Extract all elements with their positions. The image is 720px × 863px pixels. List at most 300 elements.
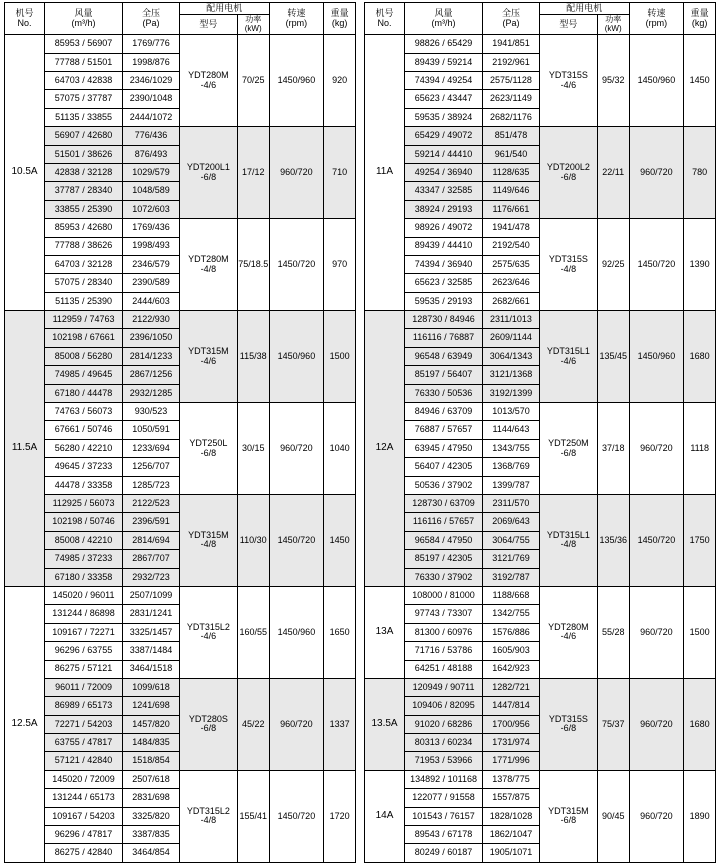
airflow-cell: 50536 / 37902 — [405, 476, 483, 494]
motor-type-cell: YDT280M -4/6 — [539, 586, 597, 678]
motor-power-cell: 115/38 — [237, 311, 269, 403]
airflow-cell: 97743 / 73307 — [405, 605, 483, 623]
table-row — [5, 35, 356, 53]
pressure-cell: 2814/1233 — [123, 347, 180, 365]
airflow-cell: 134892 / 101168 — [405, 770, 483, 788]
speed-cell: 1450/720 — [269, 219, 324, 311]
pressure-cell: 3325/820 — [123, 807, 180, 825]
airflow-cell: 43347 / 32585 — [405, 182, 483, 200]
header-weight: 重量 (kg) — [684, 3, 716, 35]
table-row — [5, 586, 356, 604]
airflow-cell: 81300 / 60976 — [405, 623, 483, 641]
weight-cell: 1680 — [684, 678, 716, 770]
airflow-cell: 86275 / 57121 — [45, 660, 123, 678]
airflow-cell: 42838 / 32128 — [45, 163, 123, 181]
airflow-cell: 96548 / 63949 — [405, 347, 483, 365]
pressure-cell: 1769/776 — [123, 35, 180, 53]
airflow-cell: 74763 / 56073 — [45, 403, 123, 421]
pressure-cell: 2311/1013 — [483, 311, 540, 329]
airflow-cell: 86989 / 65173 — [45, 697, 123, 715]
motor-type-cell: YDT315S -6/8 — [539, 678, 597, 770]
airflow-cell: 37787 / 28340 — [45, 182, 123, 200]
weight-cell: 1500 — [684, 586, 716, 678]
airflow-cell: 89543 / 67178 — [405, 826, 483, 844]
speed-cell: 1450/960 — [269, 311, 324, 403]
speed-cell: 1450/720 — [269, 770, 324, 862]
pressure-cell: 1998/876 — [123, 53, 180, 71]
speed-cell: 1450/720 — [269, 494, 324, 586]
weight-cell: 970 — [324, 219, 356, 311]
speed-cell: 960/720 — [629, 127, 684, 219]
pressure-cell: 3464/1518 — [123, 660, 180, 678]
motor-power-cell: 92/25 — [597, 219, 629, 311]
pressure-cell: 2122/523 — [123, 494, 180, 512]
table-row — [365, 494, 716, 512]
pressure-cell: 2507/1099 — [123, 586, 180, 604]
pressure-cell: 2069/643 — [483, 513, 540, 531]
airflow-cell: 128730 / 63709 — [405, 494, 483, 512]
pressure-cell: 1399/787 — [483, 476, 540, 494]
pressure-cell: 1771/996 — [483, 752, 540, 770]
motor-power-cell: 90/45 — [597, 770, 629, 862]
weight-cell: 1890 — [684, 770, 716, 862]
pressure-cell: 1998/493 — [123, 237, 180, 255]
pressure-cell: 2814/694 — [123, 531, 180, 549]
airflow-cell: 64251 / 48188 — [405, 660, 483, 678]
weight-cell: 1750 — [684, 494, 716, 586]
pressure-cell: 2390/589 — [123, 274, 180, 292]
header-motor: 配用电机 — [179, 3, 269, 15]
airflow-cell: 77788 / 51501 — [45, 53, 123, 71]
motor-power-cell: 135/45 — [597, 311, 629, 403]
airflow-cell: 67661 / 50746 — [45, 421, 123, 439]
airflow-cell: 85953 / 42680 — [45, 219, 123, 237]
airflow-cell: 49254 / 36940 — [405, 163, 483, 181]
airflow-cell: 145020 / 72009 — [45, 770, 123, 788]
motor-power-cell: 70/25 — [237, 35, 269, 127]
airflow-cell: 86275 / 42840 — [45, 844, 123, 862]
airflow-cell: 64703 / 32128 — [45, 255, 123, 273]
left-spec-table — [4, 2, 356, 863]
airflow-cell: 89439 / 44410 — [405, 237, 483, 255]
pressure-cell: 2575/635 — [483, 255, 540, 273]
pressure-cell: 1013/570 — [483, 403, 540, 421]
airflow-cell: 96584 / 47950 — [405, 531, 483, 549]
table-row — [365, 311, 716, 329]
airflow-cell: 120949 / 90711 — [405, 678, 483, 696]
airflow-cell: 49645 / 37233 — [45, 458, 123, 476]
pressure-cell: 1642/923 — [483, 660, 540, 678]
pressure-cell: 3464/854 — [123, 844, 180, 862]
airflow-cell: 102198 / 50746 — [45, 513, 123, 531]
weight-cell: 1720 — [324, 770, 356, 862]
weight-cell: 1650 — [324, 586, 356, 678]
airflow-cell: 65429 / 49072 — [405, 127, 483, 145]
header-model: 机号 No. — [365, 3, 405, 35]
pressure-cell: 2192/961 — [483, 53, 540, 71]
weight-cell: 1337 — [324, 678, 356, 770]
pressure-cell: 2396/591 — [123, 513, 180, 531]
pressure-cell: 1050/591 — [123, 421, 180, 439]
airflow-cell: 84946 / 63709 — [405, 403, 483, 421]
airflow-cell: 63755 / 47817 — [45, 734, 123, 752]
motor-type-cell: YDT315S -4/6 — [539, 35, 597, 127]
pressure-cell: 2682/1176 — [483, 108, 540, 126]
airflow-cell: 85197 / 56407 — [405, 366, 483, 384]
header-weight: 重量 (kg) — [324, 3, 356, 35]
pressure-cell: 1941/478 — [483, 219, 540, 237]
table-row — [365, 35, 716, 53]
pressure-cell: 2311/570 — [483, 494, 540, 512]
pressure-cell: 2867/1256 — [123, 366, 180, 384]
header-motor-power: 功率 (kW) — [237, 15, 269, 35]
airflow-cell: 67180 / 44478 — [45, 384, 123, 402]
pressure-cell: 2867/707 — [123, 550, 180, 568]
airflow-cell: 131244 / 86898 — [45, 605, 123, 623]
weight-cell: 1500 — [324, 311, 356, 403]
pressure-cell: 1447/814 — [483, 697, 540, 715]
header-pressure: 全压 (Pa) — [123, 3, 180, 35]
model-cell: 10.5A — [5, 35, 45, 311]
pressure-cell: 3064/1343 — [483, 347, 540, 365]
pressure-cell: 2932/1285 — [123, 384, 180, 402]
pressure-cell: 3121/769 — [483, 550, 540, 568]
airflow-cell: 80313 / 60234 — [405, 734, 483, 752]
table-row — [365, 403, 716, 421]
airflow-cell: 96296 / 63755 — [45, 642, 123, 660]
airflow-cell: 101543 / 76157 — [405, 807, 483, 825]
motor-type-cell: YDT250L -6/8 — [179, 403, 237, 495]
left-column — [0, 0, 360, 858]
motor-type-cell: YDT315L2 -4/8 — [179, 770, 237, 862]
model-cell: 13.5A — [365, 678, 405, 770]
airflow-cell: 59214 / 44410 — [405, 145, 483, 163]
header-motor-type: 型号 — [179, 15, 237, 35]
pressure-cell: 2623/646 — [483, 274, 540, 292]
pressure-cell: 876/493 — [123, 145, 180, 163]
airflow-cell: 112959 / 74763 — [45, 311, 123, 329]
pressure-cell: 1700/956 — [483, 715, 540, 733]
airflow-cell: 74394 / 36940 — [405, 255, 483, 273]
airflow-cell: 109167 / 72271 — [45, 623, 123, 641]
model-cell: 14A — [365, 770, 405, 862]
weight-cell: 1390 — [684, 219, 716, 311]
airflow-cell: 51135 / 25390 — [45, 292, 123, 310]
airflow-cell: 96011 / 72009 — [45, 678, 123, 696]
motor-type-cell: YDT280M -4/8 — [179, 219, 237, 311]
pressure-cell: 3192/787 — [483, 568, 540, 586]
header-motor-type: 型号 — [539, 15, 597, 35]
airflow-cell: 116116 / 57657 — [405, 513, 483, 531]
airflow-cell: 65623 / 43447 — [405, 90, 483, 108]
airflow-cell: 122077 / 91558 — [405, 789, 483, 807]
pressure-cell: 1128/635 — [483, 163, 540, 181]
pressure-cell: 1368/769 — [483, 458, 540, 476]
pressure-cell: 1769/436 — [123, 219, 180, 237]
pressure-cell: 1149/646 — [483, 182, 540, 200]
table-row — [5, 494, 356, 512]
pressure-cell: 1605/903 — [483, 642, 540, 660]
table-row — [5, 219, 356, 237]
pressure-cell: 2932/723 — [123, 568, 180, 586]
pressure-cell: 3192/1399 — [483, 384, 540, 402]
pressure-cell: 1343/755 — [483, 439, 540, 457]
table-header-row — [365, 3, 716, 15]
header-airflow: 风量 (m³/h) — [45, 3, 123, 35]
airflow-cell: 63945 / 47950 — [405, 439, 483, 457]
airflow-cell: 77788 / 38626 — [45, 237, 123, 255]
pressure-cell: 1941/851 — [483, 35, 540, 53]
table-row — [5, 770, 356, 788]
airflow-cell: 109167 / 54203 — [45, 807, 123, 825]
pressure-cell: 3387/1484 — [123, 642, 180, 660]
pressure-cell: 1144/643 — [483, 421, 540, 439]
pressure-cell: 1828/1028 — [483, 807, 540, 825]
motor-power-cell: 55/28 — [597, 586, 629, 678]
airflow-cell: 74985 / 49645 — [45, 366, 123, 384]
pressure-cell: 2122/930 — [123, 311, 180, 329]
table-header-row — [5, 3, 356, 15]
pressure-cell: 1072/603 — [123, 200, 180, 218]
pressure-cell: 1256/707 — [123, 458, 180, 476]
weight-cell: 1450 — [684, 35, 716, 127]
table-row — [365, 219, 716, 237]
pressure-cell: 3387/835 — [123, 826, 180, 844]
speed-cell: 960/720 — [629, 586, 684, 678]
pressure-cell: 2831/698 — [123, 789, 180, 807]
airflow-cell: 51501 / 38626 — [45, 145, 123, 163]
speed-cell: 960/720 — [269, 678, 324, 770]
motor-type-cell: YDT315S -4/8 — [539, 219, 597, 311]
pressure-cell: 1342/755 — [483, 605, 540, 623]
right-spec-table — [364, 2, 716, 863]
pressure-cell: 2831/1241 — [123, 605, 180, 623]
airflow-cell: 65623 / 32585 — [405, 274, 483, 292]
table-row — [365, 678, 716, 696]
airflow-cell: 74985 / 37233 — [45, 550, 123, 568]
weight-cell: 1118 — [684, 403, 716, 495]
pressure-cell: 1557/875 — [483, 789, 540, 807]
table-row — [365, 586, 716, 604]
header-model: 机号 No. — [5, 3, 45, 35]
airflow-cell: 71716 / 53786 — [405, 642, 483, 660]
speed-cell: 1450/720 — [629, 494, 684, 586]
airflow-cell: 98926 / 49072 — [405, 219, 483, 237]
airflow-cell: 56280 / 42210 — [45, 439, 123, 457]
speed-cell: 1450/960 — [629, 311, 684, 403]
speed-cell: 960/720 — [269, 403, 324, 495]
airflow-cell: 76330 / 37902 — [405, 568, 483, 586]
speed-cell: 1450/960 — [269, 586, 324, 678]
table-row — [365, 770, 716, 788]
airflow-cell: 67180 / 33358 — [45, 568, 123, 586]
airflow-cell: 80249 / 60187 — [405, 844, 483, 862]
airflow-cell: 76330 / 50536 — [405, 384, 483, 402]
pressure-cell: 2390/1048 — [123, 90, 180, 108]
motor-power-cell: 75/37 — [597, 678, 629, 770]
airflow-cell: 59535 / 29193 — [405, 292, 483, 310]
pressure-cell: 2396/1050 — [123, 329, 180, 347]
airflow-cell: 57121 / 42840 — [45, 752, 123, 770]
airflow-cell: 76887 / 57657 — [405, 421, 483, 439]
motor-power-cell: 155/41 — [237, 770, 269, 862]
pressure-cell: 1576/886 — [483, 623, 540, 641]
pressure-cell: 1282/721 — [483, 678, 540, 696]
table-row — [5, 678, 356, 696]
pressure-cell: 1233/694 — [123, 439, 180, 457]
airflow-cell: 85008 / 42210 — [45, 531, 123, 549]
speed-cell: 1450/960 — [629, 35, 684, 127]
pressure-cell: 1378/775 — [483, 770, 540, 788]
pressure-cell: 851/478 — [483, 127, 540, 145]
header-airflow: 风量 (m³/h) — [405, 3, 483, 35]
pressure-cell: 2682/661 — [483, 292, 540, 310]
table-row — [5, 311, 356, 329]
airflow-cell: 38924 / 29193 — [405, 200, 483, 218]
model-cell: 11A — [365, 35, 405, 311]
header-pressure: 全压 (Pa) — [483, 3, 540, 35]
left-table-body — [5, 35, 356, 863]
model-cell: 12A — [365, 311, 405, 587]
airflow-cell: 85953 / 56907 — [45, 35, 123, 53]
airflow-cell: 56907 / 42680 — [45, 127, 123, 145]
pressure-cell: 3325/1457 — [123, 623, 180, 641]
airflow-cell: 108000 / 81000 — [405, 586, 483, 604]
weight-cell: 780 — [684, 127, 716, 219]
right-column — [360, 0, 720, 858]
airflow-cell: 59535 / 38924 — [405, 108, 483, 126]
airflow-cell: 44478 / 33358 — [45, 476, 123, 494]
pressure-cell: 1285/723 — [123, 476, 180, 494]
airflow-cell: 112925 / 56073 — [45, 494, 123, 512]
header-speed: 转速 (rpm) — [269, 3, 324, 35]
pressure-cell: 1241/698 — [123, 697, 180, 715]
airflow-cell: 96296 / 47817 — [45, 826, 123, 844]
pressure-cell: 1029/579 — [123, 163, 180, 181]
pressure-cell: 1188/668 — [483, 586, 540, 604]
airflow-cell: 51135 / 33855 — [45, 108, 123, 126]
airflow-cell: 145020 / 96011 — [45, 586, 123, 604]
airflow-cell: 109406 / 82095 — [405, 697, 483, 715]
airflow-cell: 71953 / 53966 — [405, 752, 483, 770]
airflow-cell: 56407 / 42305 — [405, 458, 483, 476]
airflow-cell: 98826 / 65429 — [405, 35, 483, 53]
airflow-cell: 64703 / 42838 — [45, 72, 123, 90]
pressure-cell: 3121/1368 — [483, 366, 540, 384]
pressure-cell: 2623/1149 — [483, 90, 540, 108]
table-row — [5, 127, 356, 145]
motor-type-cell: YDT315M -6/8 — [539, 770, 597, 862]
pressure-cell: 2346/1029 — [123, 72, 180, 90]
speed-cell: 1450/960 — [269, 35, 324, 127]
motor-type-cell: YDT315M -4/8 — [179, 494, 237, 586]
weight-cell: 1040 — [324, 403, 356, 495]
model-cell: 11.5A — [5, 311, 45, 587]
airflow-cell: 89439 / 59214 — [405, 53, 483, 71]
motor-type-cell: YDT250M -6/8 — [539, 403, 597, 495]
speed-cell: 960/720 — [629, 770, 684, 862]
model-cell: 13A — [365, 586, 405, 678]
speed-cell: 960/720 — [629, 403, 684, 495]
pressure-cell: 1048/589 — [123, 182, 180, 200]
pressure-cell: 2507/618 — [123, 770, 180, 788]
airflow-cell: 72271 / 54203 — [45, 715, 123, 733]
header-motor-power: 功率 (kW) — [597, 15, 629, 35]
airflow-cell: 33855 / 25390 — [45, 200, 123, 218]
airflow-cell: 57075 / 37787 — [45, 90, 123, 108]
motor-type-cell: YDT315L2 -4/6 — [179, 586, 237, 678]
airflow-cell: 91020 / 68286 — [405, 715, 483, 733]
pressure-cell: 1518/854 — [123, 752, 180, 770]
table-row — [5, 403, 356, 421]
airflow-cell: 85197 / 42305 — [405, 550, 483, 568]
right-table-body — [365, 35, 716, 863]
motor-power-cell: 160/55 — [237, 586, 269, 678]
pressure-cell: 1905/1071 — [483, 844, 540, 862]
model-cell: 12.5A — [5, 586, 45, 862]
pressure-cell: 930/523 — [123, 403, 180, 421]
motor-power-cell: 75/18.5 — [237, 219, 269, 311]
airflow-cell: 57075 / 28340 — [45, 274, 123, 292]
pressure-cell: 961/540 — [483, 145, 540, 163]
airflow-cell: 116116 / 76887 — [405, 329, 483, 347]
pressure-cell: 1176/661 — [483, 200, 540, 218]
table-row — [365, 127, 716, 145]
pressure-cell: 2192/540 — [483, 237, 540, 255]
header-speed: 转速 (rpm) — [629, 3, 684, 35]
speed-cell: 960/720 — [269, 127, 324, 219]
motor-type-cell: YDT315M -4/6 — [179, 311, 237, 403]
pressure-cell: 2575/1128 — [483, 72, 540, 90]
weight-cell: 1450 — [324, 494, 356, 586]
airflow-cell: 128730 / 84946 — [405, 311, 483, 329]
airflow-cell: 102198 / 67661 — [45, 329, 123, 347]
pressure-cell: 2609/1144 — [483, 329, 540, 347]
motor-power-cell: 22/11 — [597, 127, 629, 219]
weight-cell: 920 — [324, 35, 356, 127]
motor-power-cell: 45/22 — [237, 678, 269, 770]
pressure-cell: 2346/579 — [123, 255, 180, 273]
pressure-cell: 3064/755 — [483, 531, 540, 549]
motor-type-cell: YDT200L1 -6/8 — [179, 127, 237, 219]
motor-type-cell: YDT200L2 -6/8 — [539, 127, 597, 219]
pressure-cell: 776/436 — [123, 127, 180, 145]
pressure-cell: 1099/618 — [123, 678, 180, 696]
speed-cell: 960/720 — [629, 678, 684, 770]
weight-cell: 710 — [324, 127, 356, 219]
motor-power-cell: 95/32 — [597, 35, 629, 127]
pressure-cell: 1862/1047 — [483, 826, 540, 844]
airflow-cell: 85008 / 56280 — [45, 347, 123, 365]
motor-type-cell: YDT315L1 -4/8 — [539, 494, 597, 586]
pressure-cell: 1484/835 — [123, 734, 180, 752]
pressure-cell: 1731/974 — [483, 734, 540, 752]
motor-power-cell: 37/18 — [597, 403, 629, 495]
speed-cell: 1450/720 — [629, 219, 684, 311]
weight-cell: 1680 — [684, 311, 716, 403]
motor-type-cell: YDT315L1 -4/6 — [539, 311, 597, 403]
pressure-cell: 2444/1072 — [123, 108, 180, 126]
pressure-cell: 1457/820 — [123, 715, 180, 733]
motor-power-cell: 135/36 — [597, 494, 629, 586]
airflow-cell: 131244 / 65173 — [45, 789, 123, 807]
motor-power-cell: 110/30 — [237, 494, 269, 586]
motor-type-cell: YDT280M -4/6 — [179, 35, 237, 127]
pressure-cell: 2444/603 — [123, 292, 180, 310]
header-motor: 配用电机 — [539, 3, 629, 15]
airflow-cell: 74394 / 49254 — [405, 72, 483, 90]
motor-power-cell: 30/15 — [237, 403, 269, 495]
